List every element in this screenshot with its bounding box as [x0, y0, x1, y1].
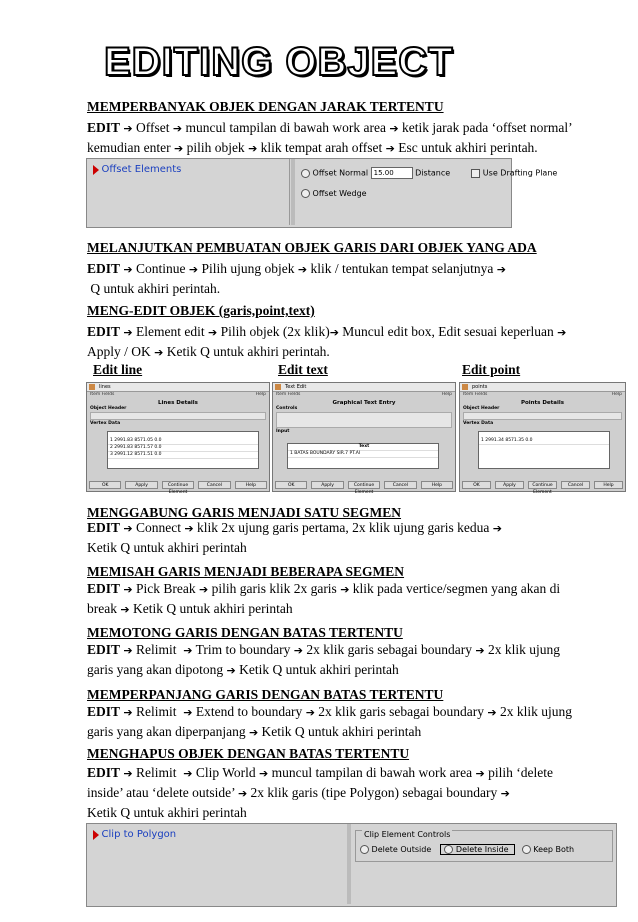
panel-splitter[interactable] [291, 159, 295, 225]
clip-controls-group [355, 830, 613, 862]
window-heading: Graphical Text Entry [332, 400, 396, 406]
section-heading-continue: MELANJUTKAN PEMBUATAN OBJEK GARIS DARI OBJEK YANG ADA [87, 240, 537, 255]
arrow-icon: ➔ [123, 522, 133, 535]
panel-splitter[interactable] [347, 824, 351, 904]
text-controls-fields[interactable] [276, 412, 452, 428]
section-text-continue: EDIT ➔ Continue ➔ Pilih ujung objek ➔ klik / tentukan tempat selanjutnya ➔ Q untuk akhiri perintah. [87, 261, 506, 296]
section-heading-clip: MENGHAPUS OBJEK DENGAN BATAS TERTENTU [87, 746, 410, 761]
arrow-icon: ➔ [340, 583, 350, 596]
offset-elements-panel [86, 158, 558, 228]
table-row[interactable]: 1 BATAS BOUNDARY SIR.7 PT.AI [288, 451, 438, 458]
arrow-icon: ➔ [248, 142, 258, 155]
arrow-icon: ➔ [557, 326, 567, 339]
section-heading-trim: MEMOTONG GARIS DENGAN BATAS TERTENTU [87, 625, 403, 640]
page-title: EDITING OBJECT [104, 40, 454, 84]
arrow-icon: ➔ [123, 767, 133, 780]
arrow-icon: ➔ [248, 726, 259, 739]
arrow-icon: ➔ [123, 706, 133, 719]
section-text-clip: EDIT ➔ Relimit ➔ Clip World ➔ muncul tampilan di bawah work area ➔ pilih ‘delete inside’ atau ‘delete outside’ ➔ 2x klik garis (tipe Polygon) sebagai boundary ➔ Ketik Q untuk akhiri perintah [87, 765, 553, 820]
continue-element-button[interactable]: Continue Element [348, 481, 380, 489]
drafting-plane-checkbox[interactable] [471, 169, 480, 178]
table-row[interactable]: 1 2991.83 8571.05 0.0 [108, 438, 258, 445]
apply-button[interactable]: Apply [495, 481, 524, 489]
offset-panel-title: Offset Elements [101, 164, 182, 175]
arrow-icon: ➔ [183, 706, 193, 719]
clip-to-polygon-panel [86, 823, 617, 907]
offset-wedge-radio[interactable] [301, 189, 310, 198]
cancel-button[interactable]: Cancel [198, 481, 230, 489]
section-text-pick-break: EDIT ➔ Pick Break ➔ pilih garis klik 2x garis ➔ klik pada vertice/segmen yang akan di break ➔ Ketik Q untuk akhiri perintah [87, 581, 561, 616]
drafting-plane-label: Use Drafting Plane [482, 168, 558, 178]
object-header-label: Object Header [463, 406, 500, 411]
object-header-label: Object Header [90, 406, 127, 411]
delete-outside-radio[interactable] [360, 845, 369, 854]
ok-button[interactable]: OK [275, 481, 307, 489]
arrow-icon: ➔ [389, 122, 399, 135]
delete-inside-label: Delete Inside [455, 845, 509, 854]
apply-button[interactable]: Apply [125, 481, 157, 489]
section-heading-pick-break: MEMISAH GARIS MENJADI BEBERAPA SEGMEN [87, 564, 405, 579]
caption-edit-point: Edit point [462, 362, 521, 377]
window-menu[interactable]: Item Fields Help [276, 392, 452, 397]
vertex-data-label: Vertex Data [463, 421, 494, 426]
arrow-icon: ➔ [297, 263, 308, 276]
arrow-icon: ➔ [226, 664, 236, 677]
arrow-icon: ➔ [329, 326, 339, 339]
arrow-icon: ➔ [207, 326, 218, 339]
caption-edit-text: Edit text [278, 362, 328, 377]
controls-label: Controls [276, 406, 298, 411]
help-button[interactable]: Help [594, 481, 623, 489]
caption-edit-line: Edit line [93, 362, 143, 377]
arrow-icon: ➔ [492, 522, 502, 535]
offset-normal-radio[interactable] [301, 169, 310, 178]
section-text-extend: EDIT ➔ Relimit ➔ Extend to boundary ➔ 2x klik garis sebagai boundary ➔ 2x klik ujung garis yang akan diperpanjang ➔ Ketik Q untuk akhiri perintah [87, 704, 572, 739]
help-button[interactable]: Help [421, 481, 453, 489]
window-heading: Points Details [520, 400, 565, 406]
arrow-icon: ➔ [123, 644, 133, 657]
delete-inside-option[interactable] [440, 844, 515, 855]
text-column-header: Text [288, 444, 438, 451]
section-text-element-edit: EDIT ➔ Element edit ➔ Pilih objek (2x klik)➔ Muncul edit box, Edit sesuai keperluan ➔ Apply / OK ➔ Ketik Q untuk akhiri perintah. [87, 324, 567, 359]
arrow-icon: ➔ [475, 767, 485, 780]
text-input-table[interactable] [287, 443, 439, 469]
continue-element-button[interactable]: Continue Element [528, 481, 557, 489]
offset-normal-label: Offset Normal [312, 168, 369, 178]
section-text-offset: EDIT ➔ Offset ➔ muncul tampilan di bawah work area ➔ ketik jarak pada ‘offset normal’ kemudian enter ➔ pilih objek ➔ klik tempat arah offset ➔ Esc untuk akhiri perintah. [87, 120, 573, 155]
arrow-icon: ➔ [487, 706, 497, 719]
clip-controls-label: Clip Element Controls [364, 830, 451, 839]
window-titlebar[interactable]: points [460, 383, 625, 392]
table-row[interactable]: 3 2991.12 8571.51 0.0 [108, 452, 258, 459]
arrow-icon: ➔ [500, 787, 510, 800]
apply-button[interactable]: Apply [311, 481, 343, 489]
cancel-button[interactable]: Cancel [384, 481, 416, 489]
arrow-icon: ➔ [173, 142, 184, 155]
offset-wedge-label: Offset Wedge [312, 189, 367, 198]
vertex-table[interactable] [107, 431, 259, 469]
arrow-icon: ➔ [123, 122, 133, 135]
section-text-connect: EDIT ➔ Connect ➔ klik 2x ujung garis pertama, 2x klik ujung garis kedua ➔ Ketik Q untuk akhiri perintah [87, 520, 502, 555]
ok-button[interactable]: OK [462, 481, 491, 489]
arrow-icon: ➔ [123, 583, 133, 596]
arrow-icon: ➔ [120, 603, 130, 616]
arrow-icon: ➔ [154, 346, 164, 359]
edit-point-window [459, 382, 626, 495]
arrow-icon: ➔ [172, 122, 183, 135]
cancel-button[interactable]: Cancel [561, 481, 590, 489]
section-text-trim: EDIT ➔ Relimit ➔ Trim to boundary ➔ 2x klik garis sebagai boundary ➔ 2x klik ujung garis yang akan dipotong ➔ Ketik Q untuk akhiri perintah [87, 642, 561, 677]
delete-outside-label: Delete Outside [371, 845, 432, 854]
arrow-icon: ➔ [123, 326, 133, 339]
arrow-icon: ➔ [475, 644, 485, 657]
ok-button[interactable]: OK [89, 481, 121, 489]
object-header-fields[interactable] [90, 412, 266, 420]
window-menu[interactable]: Item Fields Help [90, 392, 266, 397]
section-heading-element-edit: MENG-EDIT OBJEK (garis,point,text) [87, 303, 315, 318]
distance-label: Distance [415, 168, 451, 178]
section-heading-offset: MEMPERBANYAK OBJEK DENGAN JARAK TERTENTU [87, 99, 444, 114]
keep-both-label: Keep Both [533, 845, 575, 854]
offset-normal-input[interactable]: 15.00 [371, 167, 413, 179]
arrow-icon: ➔ [198, 583, 209, 596]
edit-line-window [86, 382, 270, 495]
collapse-triangle-icon[interactable] [93, 830, 99, 840]
collapse-triangle-icon[interactable] [93, 165, 99, 175]
arrow-icon: ➔ [237, 787, 248, 800]
arrow-icon: ➔ [385, 142, 395, 155]
window-titlebar[interactable]: Text Edit [273, 383, 455, 392]
window-titlebar[interactable]: lines [87, 383, 269, 392]
table-row[interactable]: 1 2991.34 8571.35 0.0 [479, 438, 609, 445]
continue-element-button[interactable]: Continue Element [162, 481, 194, 489]
input-label: Input [276, 429, 290, 434]
section-heading-extend: MEMPERPANJANG GARIS DENGAN BATAS TERTENTU [87, 687, 444, 702]
window-heading: Lines Details [158, 400, 198, 406]
arrow-icon: ➔ [293, 644, 303, 657]
arrow-icon: ➔ [123, 263, 133, 276]
edit-text-window [272, 382, 456, 495]
arrow-icon: ➔ [183, 644, 193, 657]
vertex-data-label: Vertex Data [90, 421, 121, 426]
keep-both-radio[interactable] [522, 845, 531, 854]
help-button[interactable]: Help [235, 481, 267, 489]
arrow-icon: ➔ [259, 767, 269, 780]
arrow-icon: ➔ [305, 706, 315, 719]
arrow-icon: ➔ [184, 522, 194, 535]
arrow-icon: ➔ [188, 263, 199, 276]
clip-panel-title: Clip to Polygon [101, 829, 177, 840]
table-row[interactable]: 2 2991.83 8571.57 0.0 [108, 445, 258, 452]
object-header-fields[interactable] [463, 412, 622, 420]
delete-inside-radio[interactable] [444, 845, 453, 854]
arrow-icon: ➔ [496, 263, 506, 276]
section-heading-connect: MENGGABUNG GARIS MENJADI SATU SEGMEN [87, 505, 402, 520]
window-menu[interactable]: Item Fields Help [463, 392, 622, 397]
vertex-table[interactable] [478, 431, 610, 469]
arrow-icon: ➔ [183, 767, 193, 780]
